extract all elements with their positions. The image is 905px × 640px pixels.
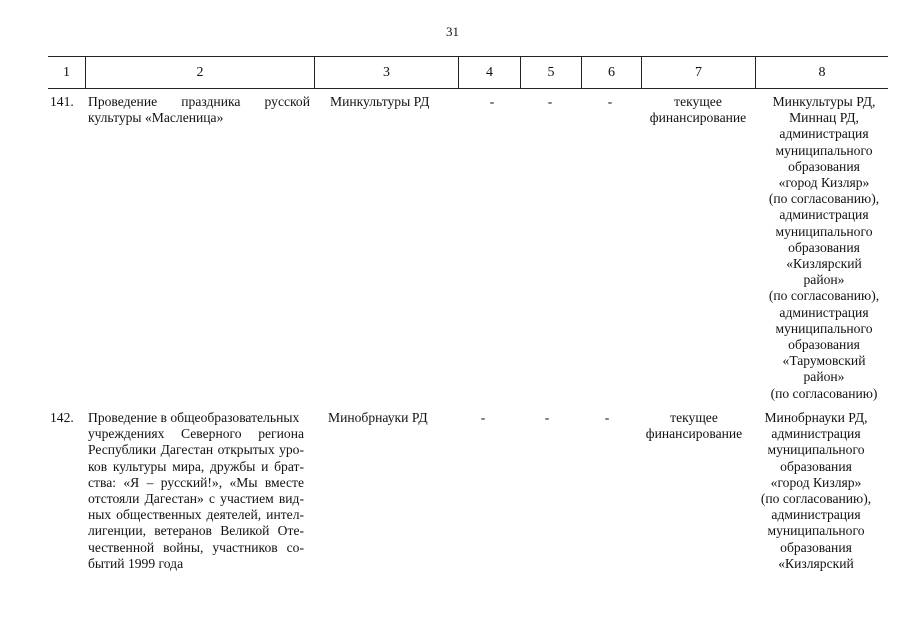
event-line: бытий 1999 года bbox=[88, 555, 184, 571]
col5-value: - bbox=[544, 410, 550, 425]
executor-line: администрация bbox=[779, 207, 869, 223]
column-header-2: 2 bbox=[85, 57, 314, 88]
event-line: Проведение в общеобразовательных bbox=[88, 410, 300, 425]
row-number: 142. bbox=[50, 410, 74, 425]
row-number: 141. bbox=[50, 94, 74, 109]
event-line: лигенции, ветеранов Великой Оте- bbox=[88, 523, 304, 539]
col6-value: - bbox=[604, 410, 610, 425]
executor-line: администрация bbox=[771, 426, 861, 442]
executor-line: район» bbox=[803, 369, 845, 385]
executors-list bbox=[752, 410, 880, 572]
executor-line: Минкультуры РД, bbox=[772, 94, 876, 109]
event-line: ков культуры мира, дружбы и брат- bbox=[88, 458, 304, 474]
executor-line: муниципального bbox=[775, 142, 873, 158]
column-header-3: 3 bbox=[314, 57, 458, 88]
executor-line: администрация bbox=[771, 507, 861, 523]
event-description bbox=[88, 94, 310, 126]
executor-line: (по согласованию), bbox=[768, 191, 880, 207]
executor-line: образования bbox=[788, 158, 860, 174]
executor-line: (по согласованию), bbox=[760, 491, 872, 507]
executor-line: «город Кизляр» bbox=[778, 175, 870, 191]
column-header-7: 7 bbox=[641, 57, 755, 88]
funding-line: текущее bbox=[670, 410, 718, 425]
event-line: ства: «Я – русский!», «Мы вместе bbox=[88, 474, 304, 490]
funding-source bbox=[636, 410, 752, 442]
column-header-6: 6 bbox=[581, 57, 641, 88]
executor-line: муниципального bbox=[767, 442, 865, 458]
event-description bbox=[88, 410, 304, 572]
executor-line: администрация bbox=[779, 126, 869, 142]
executor-line: (по согласованию) bbox=[770, 385, 878, 401]
funding-source bbox=[640, 94, 756, 126]
responsible-body: Минобрнауки РД bbox=[328, 410, 428, 425]
executor-line: муниципального bbox=[775, 320, 873, 336]
event-line: отстояли Дагестан» с участием вид- bbox=[88, 491, 304, 507]
executor-line: «город Кизляр» bbox=[770, 474, 862, 490]
executor-line: муниципального bbox=[767, 523, 865, 539]
column-header-5: 5 bbox=[520, 57, 581, 88]
funding-line: финансирование bbox=[645, 426, 743, 442]
event-line: культуры «Масленица» bbox=[88, 110, 224, 126]
event-line: Республики Дагестан открытых уро- bbox=[88, 442, 304, 458]
funding-line: финансирование bbox=[649, 110, 747, 126]
col5-value: - bbox=[547, 94, 553, 109]
executor-line: образования bbox=[788, 239, 860, 255]
page-number: 31 bbox=[446, 24, 459, 39]
executor-line: администрация bbox=[779, 304, 869, 320]
col4-value: - bbox=[480, 410, 486, 425]
executor-line: район» bbox=[803, 272, 845, 288]
column-header-4: 4 bbox=[458, 57, 520, 88]
executor-line: образования bbox=[780, 458, 852, 474]
event-line: чественной войны, участников со- bbox=[88, 539, 304, 555]
table-header-row bbox=[48, 56, 888, 89]
executor-line: «Кизлярский bbox=[786, 256, 862, 272]
col4-value: - bbox=[489, 94, 495, 109]
column-header-1: 1 bbox=[63, 65, 70, 80]
executor-line: «Тарумовский bbox=[782, 353, 866, 369]
responsible-body: Минкультуры РД bbox=[330, 94, 430, 109]
executor-line: Миннац РД, bbox=[789, 110, 859, 126]
executor-line: образования bbox=[780, 539, 852, 555]
event-line: ных общественных деятелей, интел- bbox=[88, 507, 304, 523]
executor-line: Минобрнауки РД, bbox=[764, 410, 868, 425]
col6-value: - bbox=[607, 94, 613, 109]
executor-line: муниципального bbox=[775, 223, 873, 239]
executors-list bbox=[760, 94, 888, 402]
executor-line: «Кизлярский bbox=[778, 555, 854, 571]
column-header-8: 8 bbox=[755, 57, 888, 88]
executor-line: образования bbox=[788, 337, 860, 353]
event-line: учреждениях Северного региона bbox=[88, 426, 304, 442]
event-line: Проведение праздника русской bbox=[88, 94, 310, 109]
executor-line: (по согласованию), bbox=[768, 288, 880, 304]
funding-line: текущее bbox=[674, 94, 722, 109]
